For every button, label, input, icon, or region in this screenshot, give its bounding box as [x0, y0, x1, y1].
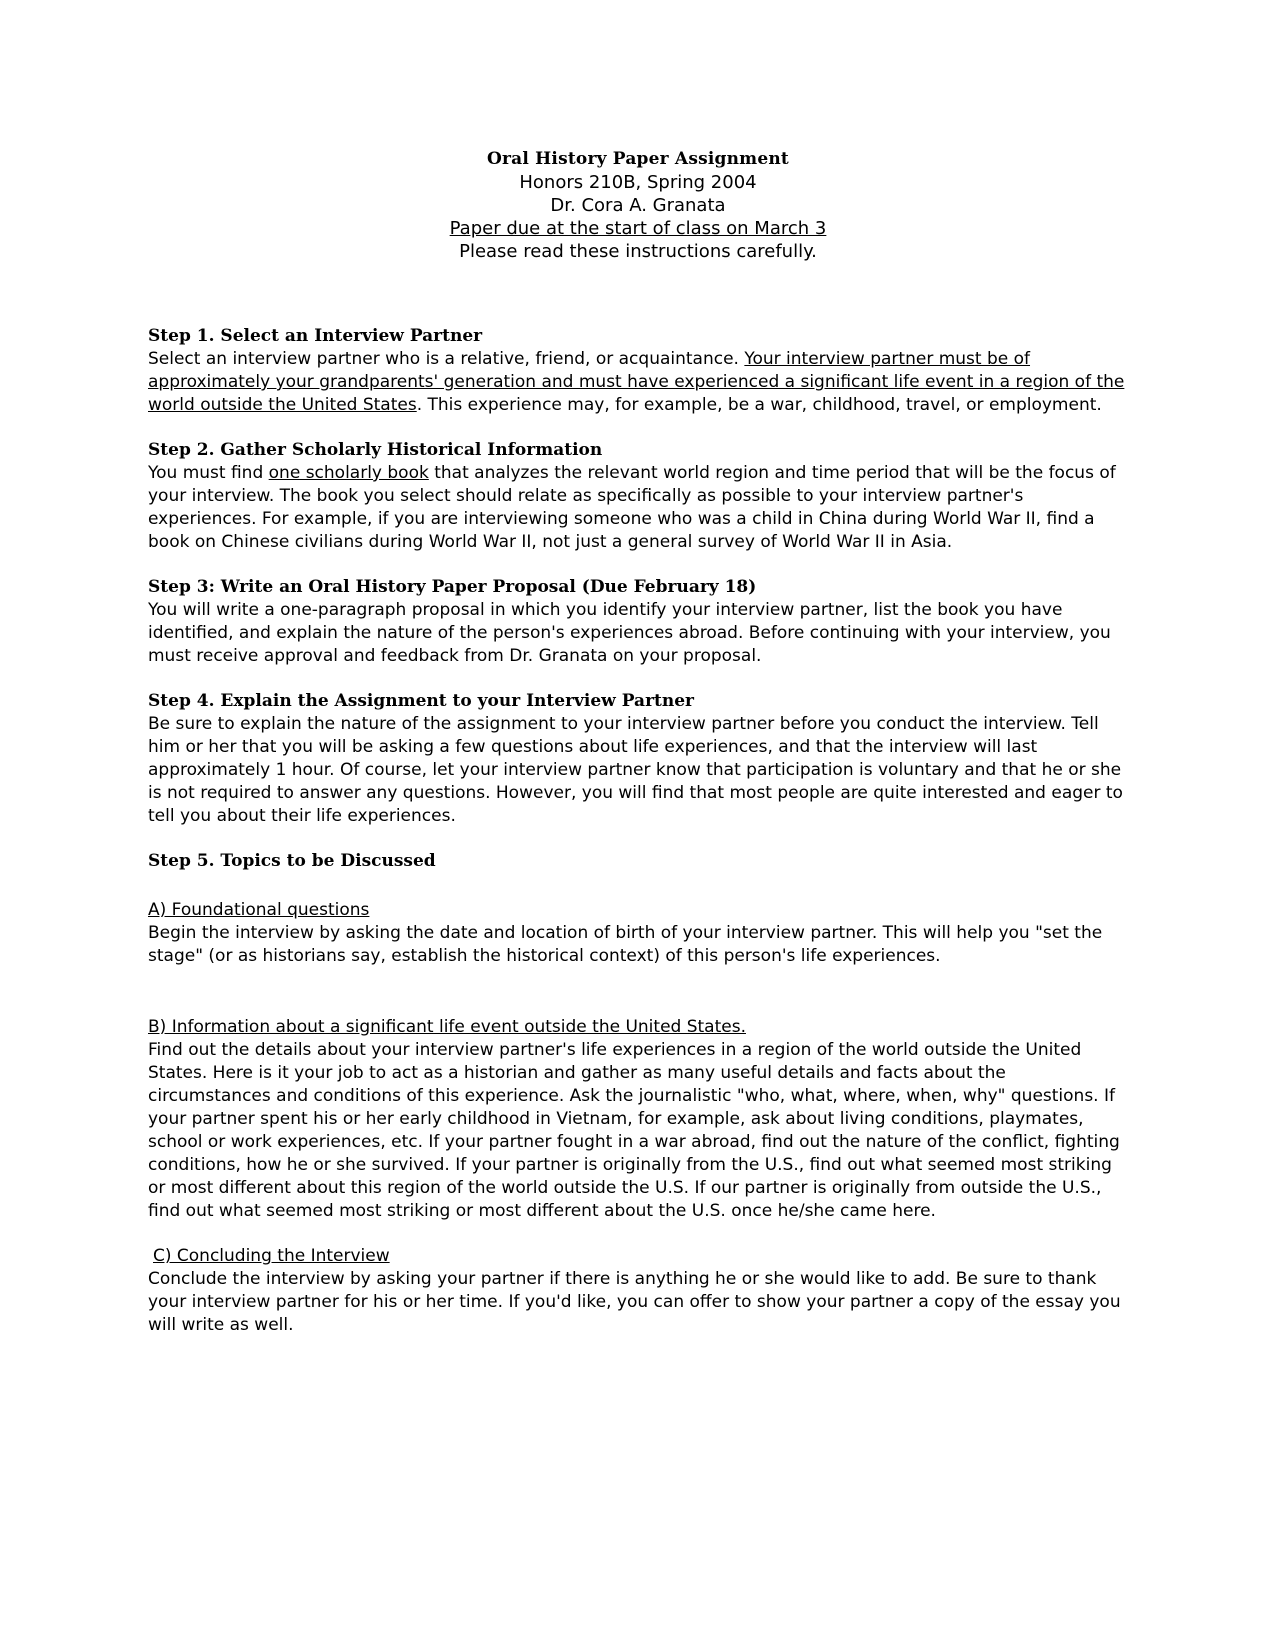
- document-page: [148, 148, 1128, 1337]
- step-5-section: [148, 850, 1128, 1337]
- step-4-heading: Step 4. Explain the Assignment to your Interview Partner: [148, 691, 695, 711]
- instructor-line: Dr. Cora A. Granata: [550, 195, 726, 216]
- step-1-text-b: . This experience may, for example, be a war, childhood, travel, or employment.: [416, 395, 1102, 415]
- step-2-text-b: that analyzes the relevant world region and time period that will be the focus of your interview. The book you select should relate as specifically as possible to your interview partner's experiences. For example, if you are interviewing someone who was a child in China during World War II, find a book on Chinese civilians during World War II, not just a general survey of World War II in Asia.: [148, 463, 1116, 552]
- step-1-text: [148, 348, 1128, 417]
- document-title: Oral History Paper Assignment: [487, 149, 789, 169]
- step-2-text: [148, 462, 1128, 554]
- step-4-section: [148, 690, 1128, 828]
- step-5-c: [148, 1245, 1128, 1268]
- step-4-text: Be sure to explain the nature of the assignment to your interview partner before you conduct the interview. Tell him or her that you will be asking a few questions about life experiences, and that the interview will last approximately 1 hour. Of course, let your interview partner know that participation is voluntary and that he or she is not required to answer any questions. However, you will find that most people are quite interested and eager to tell you about their life experiences.: [148, 714, 1123, 826]
- instructions-note: Please read these instructions carefully.: [459, 241, 817, 262]
- step-5-c-heading: C) Concluding the Interview: [153, 1246, 390, 1266]
- step-3-heading: Step 3: Write an Oral History Paper Proposal (Due February 18): [148, 577, 757, 597]
- step-2-text-a: You must find: [148, 463, 269, 483]
- step-5-b: [148, 1016, 1128, 1223]
- step-5-heading: Step 5. Topics to be Discussed: [148, 851, 436, 871]
- step-5-b-text: Find out the details about your interview partner's life experiences in a region of the world outside the United States. Here is it your job to act as a historian and gather as many useful details and facts about the circumstances and conditions of this experience. Ask the journalistic "who, what, where, when, why" questions. If your partner spent his or her early childhood in Vietnam, for example, ask about living conditions, playmates, school or work experiences, etc. If your partner fought in a war abroad, find out the nature of the conflict, fighting conditions, how he or she survived. If your partner is originally from the U.S., find out what seemed most striking or most different about this region of the world outside the U.S. If our partner is originally from outside the U.S., find out what seemed most striking or most different about the U.S. once he/she came here.: [148, 1040, 1120, 1221]
- step-2-section: [148, 439, 1128, 554]
- step-5-a-heading: A) Foundational questions: [148, 900, 370, 920]
- step-5-b-heading: B) Information about a significant life event outside the United States.: [148, 1017, 746, 1037]
- step-5-a: [148, 899, 1128, 968]
- course-line: Honors 210B, Spring 2004: [519, 172, 757, 193]
- step-2-text-underlined: one scholarly book: [268, 463, 429, 483]
- step-1-section: [148, 325, 1128, 417]
- document-header: [148, 148, 1128, 263]
- step-5-a-text: Begin the interview by asking the date and location of birth of your interview partner. This will help you "set the stage" (or as historians say, establish the historical context) of this person's life experiences.: [148, 923, 1103, 966]
- step-1-heading: Step 1. Select an Interview Partner: [148, 326, 483, 346]
- step-2-heading: Step 2. Gather Scholarly Historical Information: [148, 440, 603, 460]
- step-5-c-text: Conclude the interview by asking your partner if there is anything he or she would like to add. Be sure to thank your interview partner for his or her time. If you'd like, you can offer to show your partner a copy of the essay you will write as well.: [148, 1269, 1121, 1335]
- step-1-text-a: Select an interview partner who is a relative, friend, or acquaintance.: [148, 349, 745, 369]
- step-3-text: You will write a one-paragraph proposal in which you identify your interview partner, list the book you have identified, and explain the nature of the person's experiences abroad. Before continuing with your interview, you must receive approval and feedback from Dr. Granata on your proposal.: [148, 600, 1111, 666]
- due-date-line: Paper due at the start of class on March 3: [449, 218, 827, 239]
- step-1-text-underlined: Your interview partner must be of approximately your grandparents' generation and must have experienced a significant life event in a region of the world outside the United States: [148, 349, 1125, 415]
- step-3-section: [148, 576, 1128, 668]
